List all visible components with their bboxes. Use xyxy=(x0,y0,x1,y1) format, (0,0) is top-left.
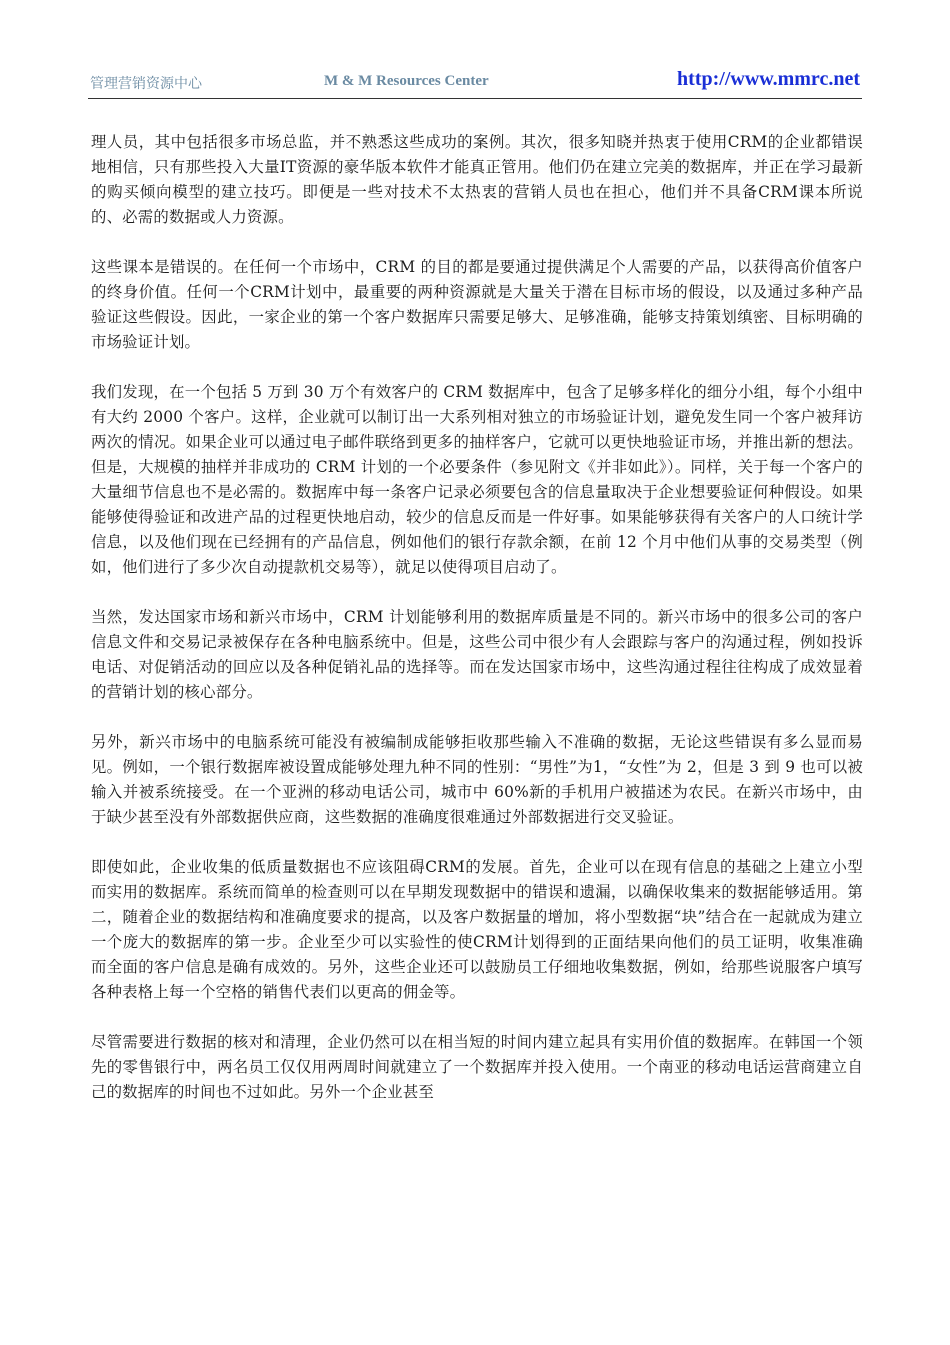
article-body xyxy=(91,130,863,1130)
paragraph: 另外，新兴市场中的电脑系统可能没有被编制成能够拒收那些输入不准确的数据，无论这些错误有多么显而易见。例如，一个银行数据库被设置成能够处理九种不同的性别：“男性”为1，“女性”为 2，但是 3 到 9 也可以被输入并被系统接受。在一个亚洲的移动电话公司，城市中 60%新的手机用户被描述为农民。在新兴市场中，由于缺少甚至没有外部数据供应商，这些数据的准确度很难通过外部数据进行交叉验证。 xyxy=(91,733,863,826)
paragraph: 当然，发达国家市场和新兴市场中，CRM 计划能够利用的数据库质量是不同的。新兴市场中的很多公司的客户信息文件和交易记录被保存在各种电脑系统中。但是，这些公司中很少有人会跟踪与客户的沟通过程，例如投诉电话、对促销活动的回应以及各种促销礼品的选择等。而在发达国家市场中，这些沟通过程往往构成了成效显着的营销计划的核心部分。 xyxy=(91,608,864,701)
paragraph: 即使如此，企业收集的低质量数据也不应该阻碍CRM的发展。首先，企业可以在现有信息的基础之上建立小型而实用的数据库。系统而简单的检查则可以在早期发现数据中的错误和遗漏，以确保收集来的数据能够适用。第二，随着企业的数据结构和准确度要求的提高，以及客户数据量的增加，将小型数据“块”结合在一起就成为建立一个庞大的数据库的第一步。企业至少可以实验性的使CRM计划得到的正面结果向他们的员工证明，收集准确而全面的客户信息是确有成效的。另外，这些企业还可以鼓励员工仔细地收集数据，例如，给那些说服客户填写各种表格上每一个空格的销售代表们以更高的佣金等。 xyxy=(91,858,863,1001)
header-website-link[interactable]: http://www.mmrc.net xyxy=(677,68,860,90)
paragraph: 理人员，其中包括很多市场总监，并不熟悉这些成功的案例。其次，很多知晓并热衷于使用CRM的企业都错误地相信，只有那些投入大量IT资源的豪华版本软件才能真正管用。他们仍在建立完美的数据库，并正在学习最新的购买倾向模型的建立技巧。即便是一些对技术不太热衷的营销人员也在担心，他们并不具备CRM课本所说的、必需的数据或人力资源。 xyxy=(91,133,863,226)
page-header xyxy=(88,70,862,99)
header-center-title: M & M Resources Center xyxy=(324,73,489,89)
paragraph: 我们发现，在一个包括 5 万到 30 万个有效客户的 CRM 数据库中，包含了足够多样化的细分小组，每个小组中有大约 2000 个客户。这样，企业就可以制订出一大系列相对独立的市场验证计划，避免发生同一个客户被拜访两次的情况。如果企业可以通过电子邮件联络到更多的抽样客户，它就可以更快地验证市场，并推出新的想法。但是，大规模的抽样并非成功的 CRM 计划的一个必要条件（参见附文《并非如此》）。同样，关于每一个客户的大量细节信息也不是必需的。数据库中每一条客户记录必须要包含的信息量取决于企业想要验证何种假设。如果能够使得验证和改进产品的过程更快地启动，较少的信息反而是一件好事。如果能够获得有关客户的人口统计学信息，以及他们现在已经拥有的产品信息，例如他们的银行存款余额，在前 12 个月中他们从事的交易类型（例如，他们进行了多少次自动提款机交易等），就足以使得项目启动了。 xyxy=(91,383,863,576)
paragraph: 这些课本是错误的。在任何一个市场中，CRM 的目的都是要通过提供满足个人需要的产品，以获得高价值客户的终身价值。任何一个CRM计划中，最重要的两种资源就是大量关于潜在目标市场的假设，以及通过多种产品验证这些假设。因此，一家企业的第一个客户数据库只需要足够大、足够准确，能够支持策划缜密、目标明确的市场验证计划。 xyxy=(91,258,863,351)
header-org-name: 管理营销资源中心 xyxy=(90,76,202,92)
paragraph: 尽管需要进行数据的核对和清理，企业仍然可以在相当短的时间内建立起具有实用价值的数据库。在韩国一个领先的零售银行中，两名员工仅仅用两周时间就建立了一个数据库并投入使用。一个南亚的移动电话运营商建立自己的数据库的时间也不过如此。另外一个企业甚至 xyxy=(91,1033,863,1101)
